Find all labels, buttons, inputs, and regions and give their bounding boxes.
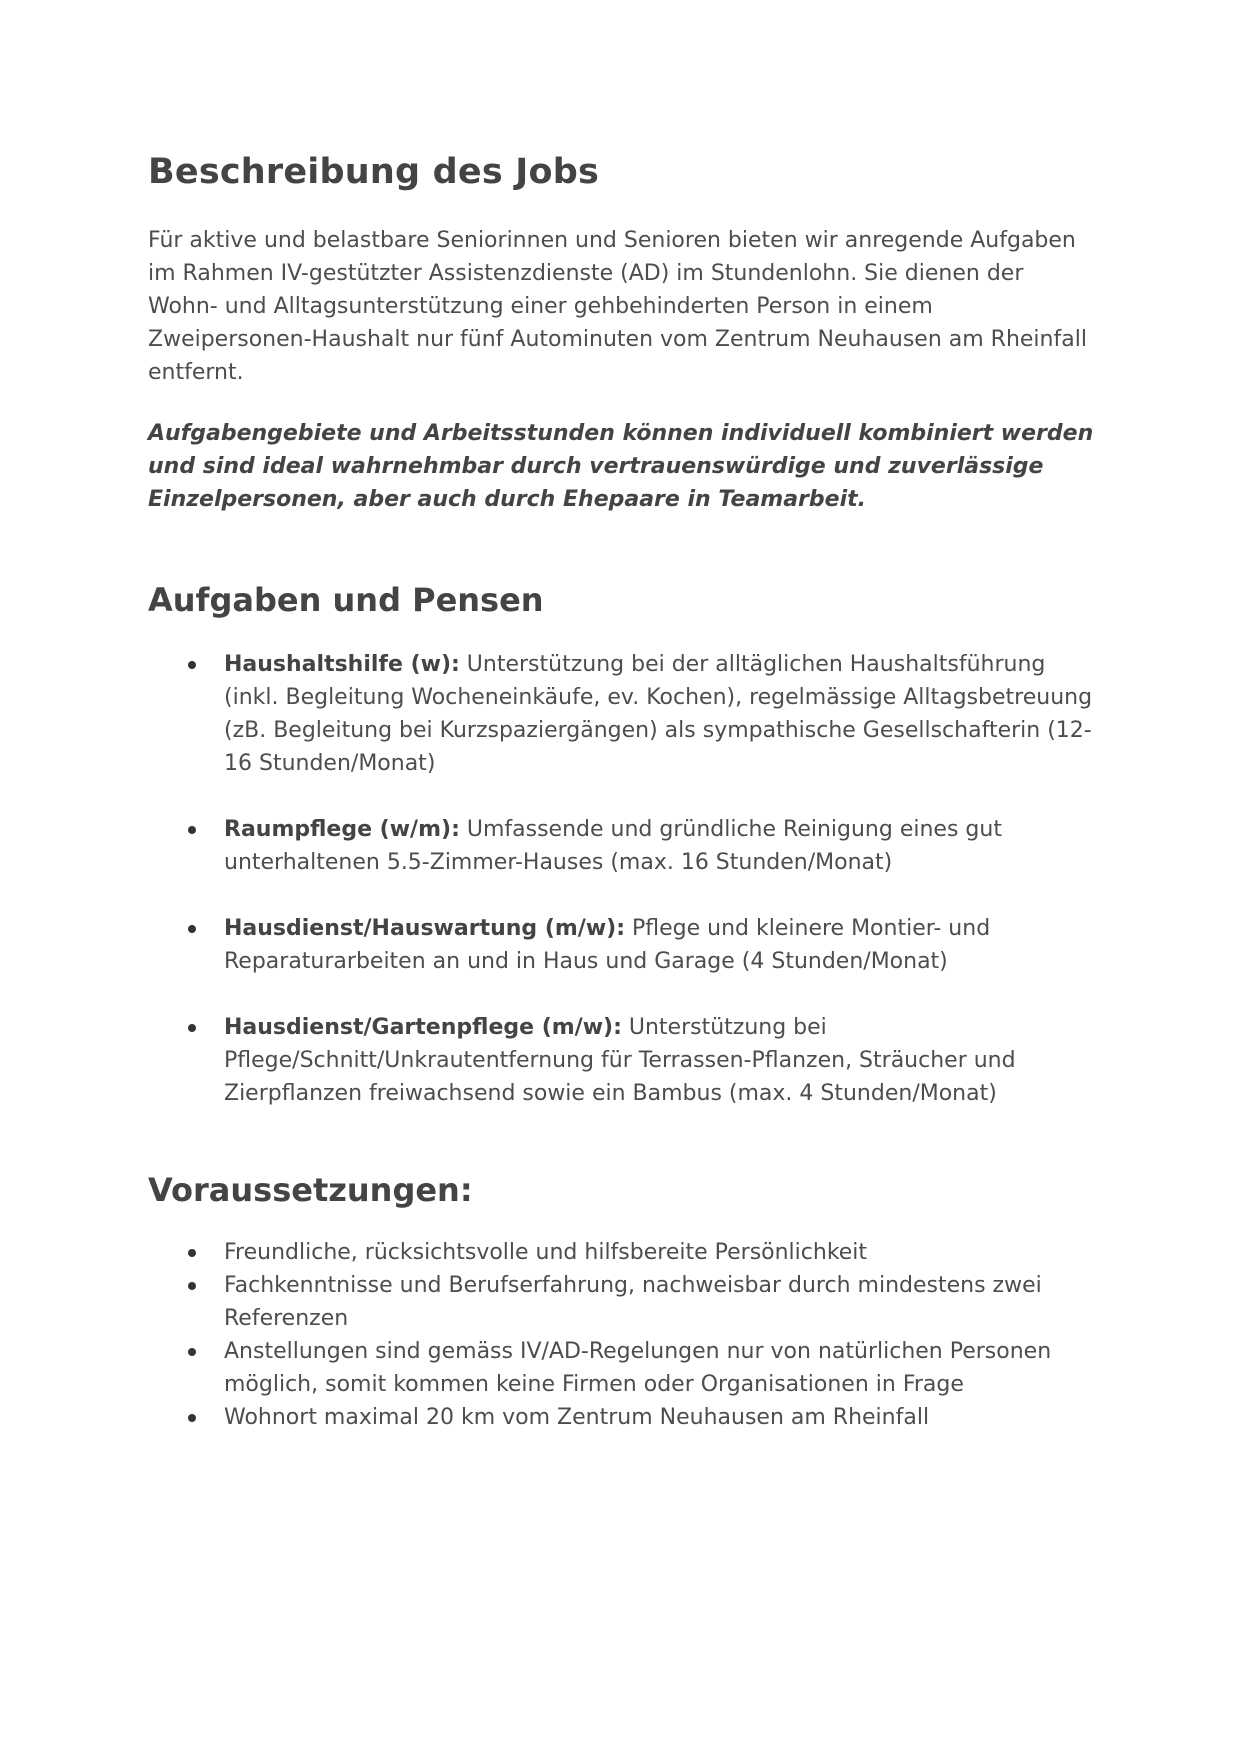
bullet-icon: [188, 826, 196, 834]
bullet-icon: [188, 1024, 196, 1032]
list-item: [148, 1335, 1100, 1401]
bullet-icon: [188, 1282, 196, 1290]
requirements-list: [148, 1236, 1100, 1434]
requirement-text: Freundliche, rücksichtsvolle und hilfsbereite Persönlichkeit: [224, 1240, 868, 1265]
task-title: Hausdienst/Gartenpflege (m/w):: [224, 1015, 622, 1040]
list-item: [148, 1011, 1100, 1110]
intro-paragraph: Für aktive und belastbare Seniorinnen und Senioren bieten wir anregende Aufgaben im Rahmen IV-gestützter Assistenzdienste (AD) im Stundenlohn. Sie dienen der Wohn- und Alltagsunterstützung einer gehbehinderten Person in einem Zweipersonen-Haushalt nur fünf Autominuten vom Zentrum Neuhausen am Rheinfall entfernt.: [148, 228, 1087, 385]
list-item: [148, 813, 1100, 879]
bullet-icon: [188, 1414, 196, 1422]
list-item: [148, 912, 1100, 978]
task-title: Hausdienst/Hauswartung (m/w):: [224, 916, 626, 941]
list-item: [148, 1401, 1100, 1434]
bullet-icon: [188, 1249, 196, 1257]
requirement-text: Fachkenntnisse und Berufserfahrung, nachweisbar durch mindestens zwei Referenzen: [224, 1273, 1042, 1331]
task-title: Raumpflege (w/m):: [224, 817, 460, 842]
page-title: Beschreibung des Jobs: [148, 152, 599, 192]
list-item: [148, 1236, 1100, 1269]
requirement-text: Wohnort maximal 20 km vom Zentrum Neuhausen am Rheinfall: [224, 1405, 930, 1430]
task-title: Haushaltshilfe (w):: [224, 652, 460, 677]
task-description: Unterstützung bei Pflege/Schnitt/Unkrautentfernung für Terrassen-Pflanzen, Sträucher und Zierpflanzen freiwachsend sowie ein Bambus (max. 4 Stunden/Monat): [224, 1015, 1016, 1106]
bullet-icon: [188, 661, 196, 669]
list-item: [148, 648, 1100, 780]
bullet-icon: [188, 1348, 196, 1356]
requirements-heading: Voraussetzungen:: [148, 1171, 473, 1209]
task-description: Unterstützung bei der alltäglichen Haushaltsführung (inkl. Begleitung Wocheneinkäufe, ev. Kochen), regelmässige Alltagsbetreuung (zB. Begleitung bei Kurzspaziergängen) als sympathische Gesellschafterin (12-16 Stunden/Monat): [224, 652, 1093, 776]
task-description: Umfassende und gründliche Reinigung eines gut unterhaltenen 5.5-Zimmer-Hauses (max. 16 Stunden/Monat): [224, 817, 1002, 875]
emphasis-paragraph: Aufgabengebiete und Arbeitsstunden können individuell kombiniert werden und sind ideal wahrnehmbar durch vertrauenswürdige und zuverlässige Einzelpersonen, aber auch durch Ehepaare in Teamarbeit.: [148, 421, 1094, 512]
bullet-icon: [188, 925, 196, 933]
task-list: [148, 648, 1100, 1110]
task-description: Pflege und kleinere Montier- und Reparaturarbeiten an und in Haus und Garage (4 Stunden/Monat): [224, 916, 991, 974]
tasks-heading: Aufgaben und Pensen: [148, 581, 544, 619]
list-item: [148, 1269, 1100, 1335]
requirement-text: Anstellungen sind gemäss IV/AD-Regelungen nur von natürlichen Personen möglich, somit kommen keine Firmen oder Organisationen in Frage: [224, 1339, 1052, 1397]
